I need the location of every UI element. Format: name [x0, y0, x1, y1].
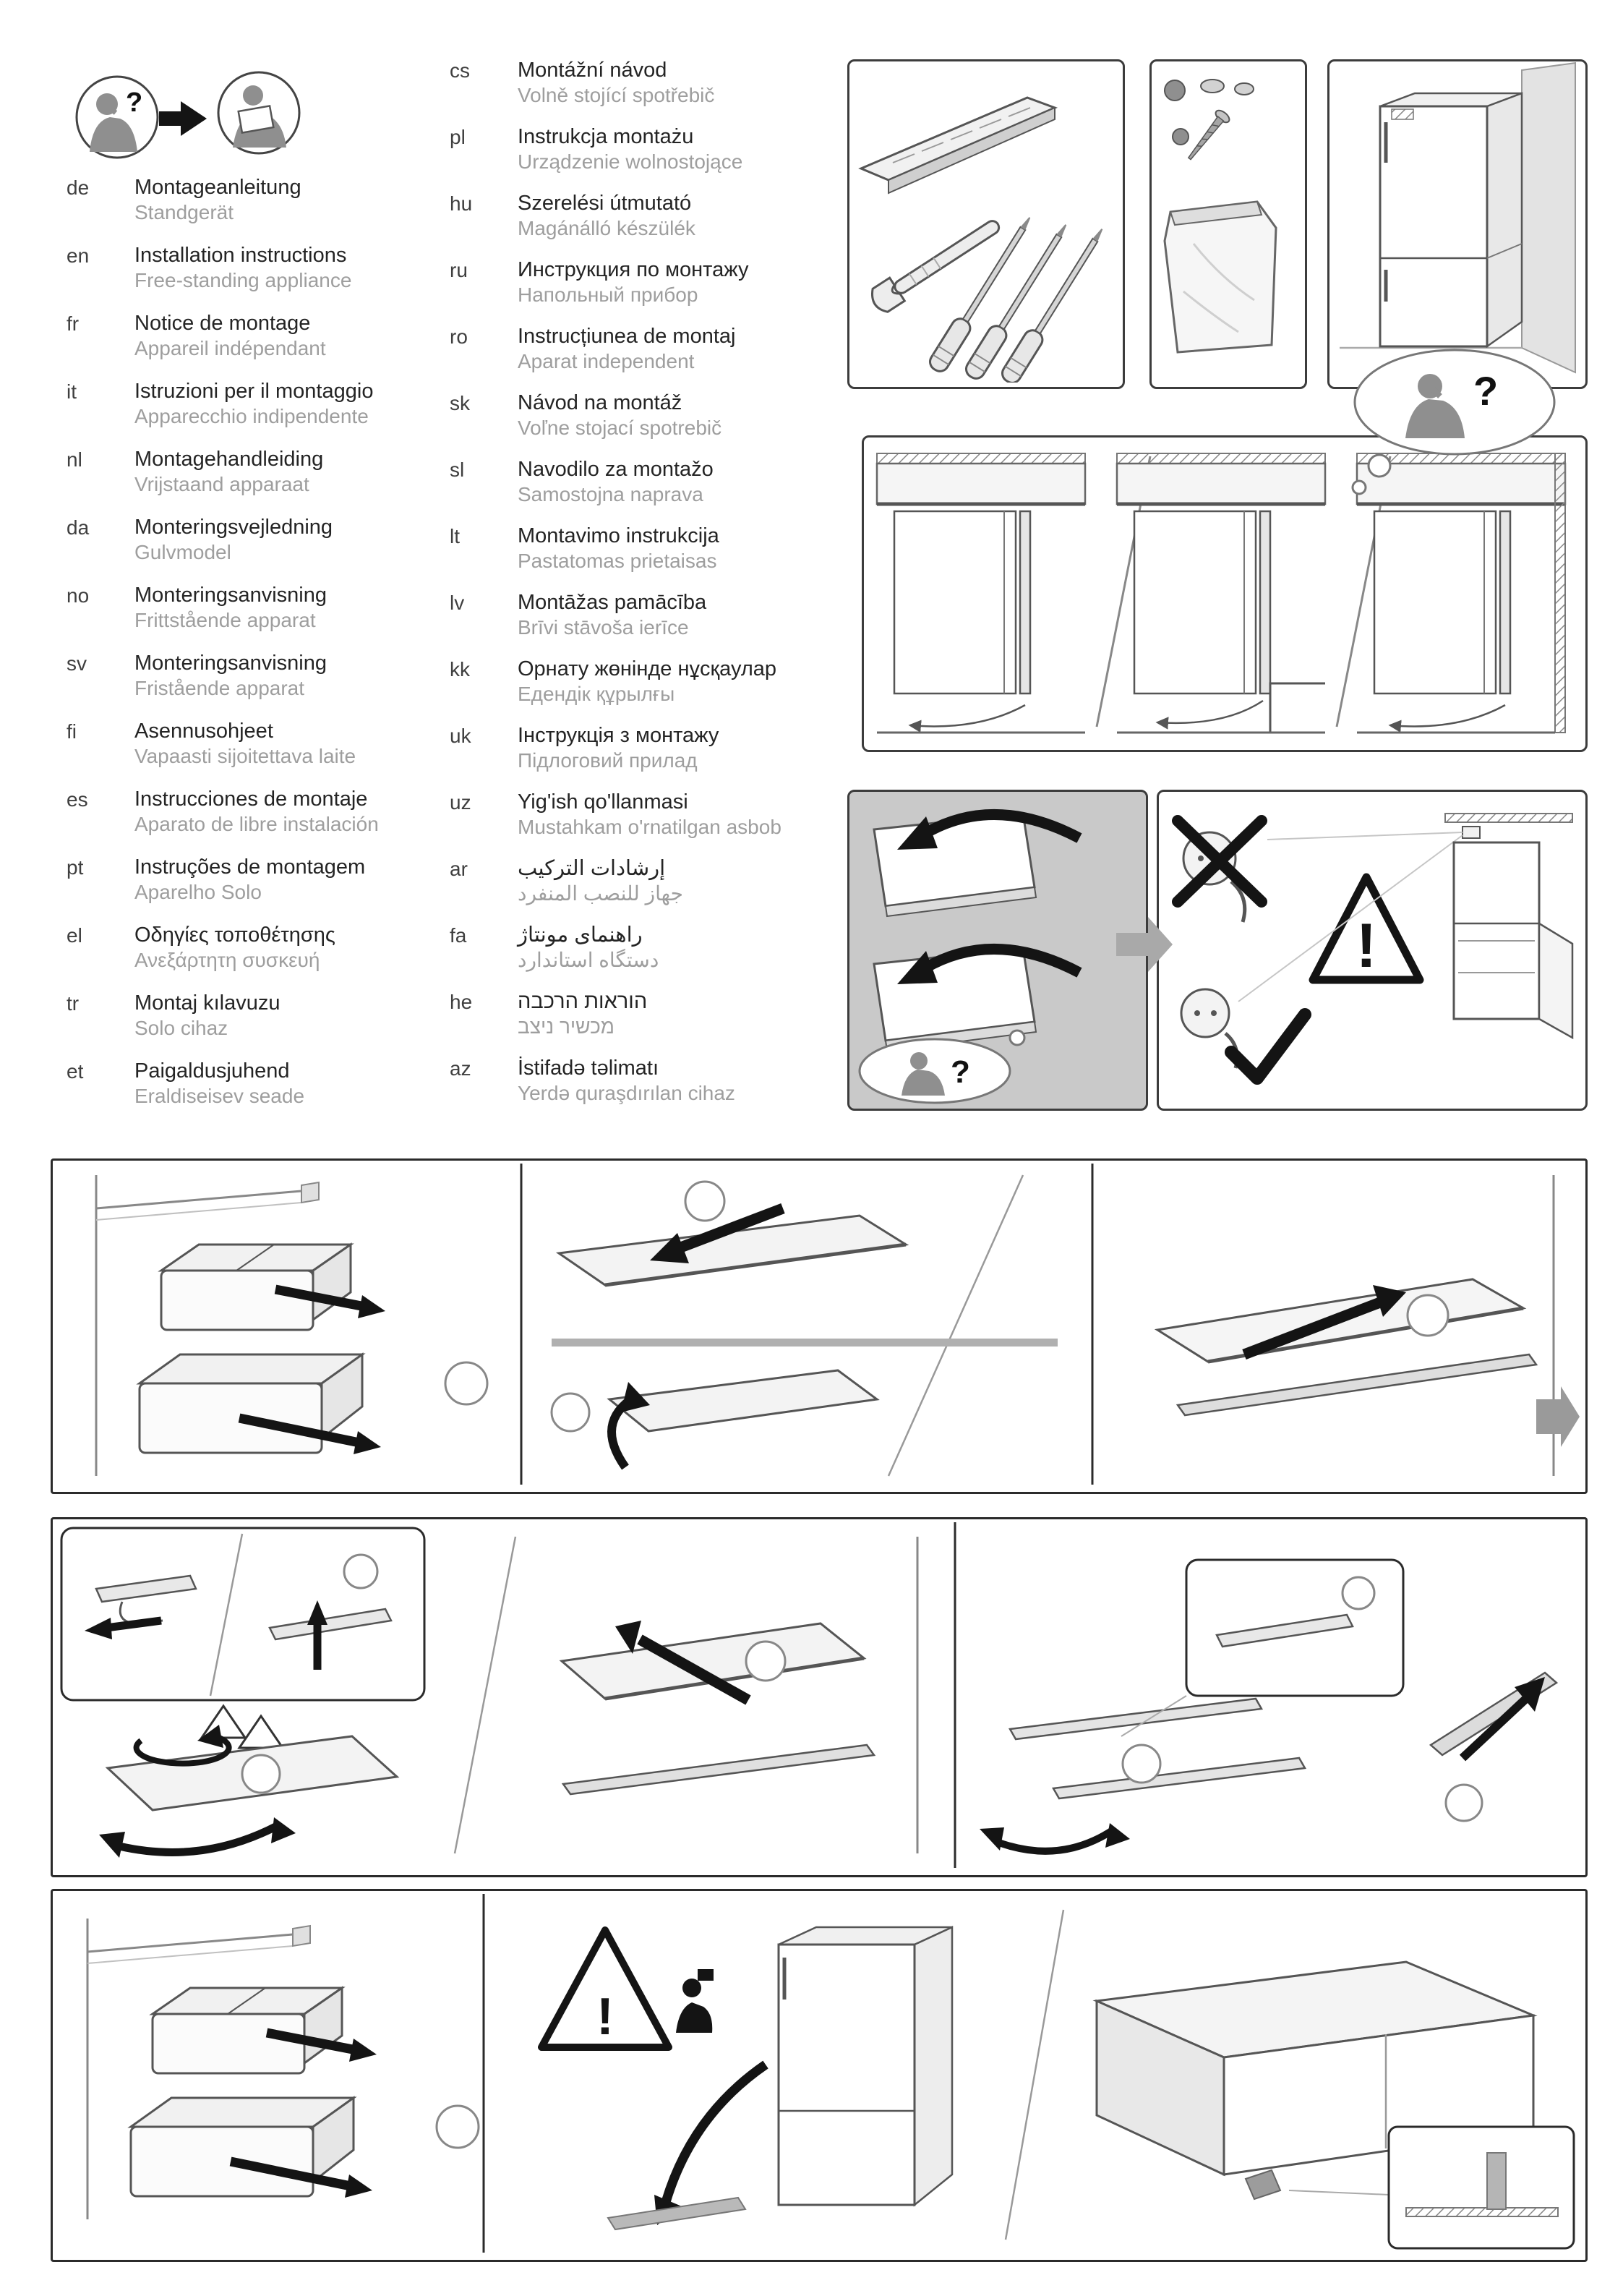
language-code: es — [67, 788, 88, 811]
language-title: Asennusohjeet — [134, 720, 273, 743]
step-panel-2 — [51, 1517, 1588, 1877]
language-subtitle: Eraldiseisev seade — [134, 1085, 305, 1107]
language-entry-nl — [67, 447, 379, 515]
language-code: sl — [450, 458, 465, 481]
language-subtitle: Appareil indépendant — [134, 337, 326, 359]
step-panel-1 — [51, 1158, 1588, 1494]
language-code: el — [67, 924, 82, 947]
language-code: it — [67, 380, 77, 403]
language-subtitle: Brīvi stāvoša ierīce — [518, 616, 689, 639]
language-entry-sk — [450, 391, 781, 457]
language-subtitle: Fristående apparat — [134, 677, 305, 699]
warning-triangle-icon — [1313, 877, 1420, 981]
tools-parts-box — [847, 59, 1125, 389]
wrench-icon — [868, 213, 1006, 315]
language-title: הוראות הרכבה — [518, 990, 648, 1013]
screw-icon — [1183, 108, 1232, 163]
language-subtitle: Напольный прибор — [518, 283, 698, 306]
rail-detail-inset — [61, 1528, 424, 1700]
language-title: Montavimo instrukcija — [518, 524, 719, 547]
check-mark — [1231, 1015, 1305, 1078]
language-code: kk — [450, 658, 470, 680]
language-entry-pt — [67, 855, 379, 923]
language-entry-lt — [450, 524, 781, 590]
language-subtitle: Mustahkam o'rnatilgan asbob — [518, 816, 781, 838]
language-entry-et — [67, 1059, 379, 1127]
language-code: hu — [450, 192, 473, 215]
language-subtitle: Urządzenie wolnostojące — [518, 150, 743, 173]
shelf-pullout-step — [1157, 1175, 1580, 1476]
rail-remove-step — [980, 1560, 1556, 1851]
exclamation-mark: ! — [596, 1988, 614, 2046]
shelf-bar-icon — [552, 1339, 1058, 1347]
hardware-diagram — [1152, 61, 1301, 383]
thought-cloud — [860, 1030, 1024, 1103]
language-title: Návod na montáž — [518, 391, 682, 414]
language-title: Navodilo za montažo — [518, 458, 714, 481]
language-entry-de — [67, 175, 379, 243]
language-entry-fi — [67, 719, 379, 787]
language-entry-sl — [450, 457, 781, 524]
shelf-remove-step — [552, 1175, 1058, 1476]
language-subtitle: Solo cihaz — [134, 1017, 228, 1039]
rail-on-floor-icon — [608, 2198, 745, 2229]
pointer-triangle-icon — [239, 1716, 283, 1748]
callout-circle — [1123, 1745, 1160, 1783]
language-entry-lv — [450, 590, 781, 657]
language-code: lv — [450, 592, 465, 614]
language-code: sk — [450, 392, 470, 414]
language-code: no — [67, 584, 90, 607]
language-title: راهنمای مونتاژ — [518, 923, 643, 947]
wooden-rail-icon — [861, 98, 1055, 193]
language-subtitle: מכשיר ניצב — [518, 1015, 614, 1038]
language-entry-en — [67, 243, 379, 311]
language-subtitle: Підлоговий прилад — [518, 749, 698, 772]
callout-circle — [242, 1755, 280, 1793]
panel-1-diagram — [53, 1161, 1581, 1488]
lay-down-arrow — [666, 2065, 766, 2202]
language-title: Montážní návod — [518, 59, 667, 82]
language-title: Instrucciones de montaje — [134, 788, 368, 811]
language-entry-fr — [67, 311, 379, 379]
language-title: Montagehandleiding — [134, 448, 324, 471]
language-code: de — [67, 176, 90, 199]
language-title: Yig'ish qo'llanmasi — [518, 790, 688, 814]
language-entry-ar — [450, 856, 781, 923]
callout-circle — [1408, 1295, 1448, 1336]
next-step-arrow-icon — [1116, 914, 1173, 975]
language-subtitle: Aparat independent — [518, 350, 695, 372]
language-subtitle: Frittstående apparat — [134, 609, 316, 631]
language-entry-no — [67, 583, 379, 651]
callout-circle — [552, 1394, 589, 1431]
language-code: da — [67, 516, 90, 539]
language-code: ru — [450, 259, 468, 281]
placement-thought-cloud — [1337, 341, 1562, 504]
language-code: az — [450, 1057, 471, 1080]
language-subtitle: Aparato de libre instalación — [134, 813, 379, 835]
callout-circle — [685, 1182, 724, 1221]
language-code: lt — [450, 525, 460, 547]
language-title: Інструкція з монтажу — [518, 724, 719, 747]
language-entry-it — [67, 379, 379, 447]
language-title: Montāžas pamācība — [518, 591, 707, 614]
language-entry-uk — [450, 723, 781, 790]
language-code: ro — [450, 325, 468, 348]
language-title: Paigaldusjuhend — [134, 1059, 290, 1083]
language-code: uz — [450, 791, 471, 814]
language-title: Szerelési útmutató — [518, 192, 692, 215]
support-block-icon — [1246, 2170, 1280, 2199]
language-code: pl — [450, 126, 466, 148]
tools-diagram — [849, 61, 1118, 383]
language-title: Οδηγίες τοποθέτησης — [134, 923, 335, 947]
weight-warning-icon — [541, 1930, 714, 2047]
bag-icon — [1165, 202, 1276, 352]
language-title: Instruções de montagem — [134, 855, 366, 879]
language-title: Notice de montage — [134, 312, 311, 335]
panel-3-diagram — [53, 1891, 1581, 2256]
language-code: en — [67, 244, 90, 267]
language-entry-cs — [450, 58, 781, 124]
language-list-column-2 — [450, 58, 781, 1122]
clearance-scenario — [1117, 453, 1325, 733]
language-title: Montaj kılavuzu — [134, 991, 281, 1015]
language-subtitle: Samostojna naprava — [518, 483, 703, 505]
language-entry-kk — [450, 657, 781, 723]
language-subtitle: Vrijstaand apparaat — [134, 473, 309, 495]
language-title: Instrucțiunea de montaj — [518, 325, 736, 348]
mounting-hardware-box — [1149, 59, 1307, 389]
language-subtitle: Pastatomas prietaisas — [518, 550, 717, 572]
language-subtitle: Gulvmodel — [134, 541, 231, 563]
language-subtitle: Yerdə quraşdırılan cihaz — [518, 1082, 735, 1104]
question-mark: ? — [1473, 368, 1499, 414]
header-pictogram — [72, 67, 311, 172]
step-panel-3 — [51, 1889, 1588, 2262]
language-code: uk — [450, 725, 471, 747]
language-title: Instrukcja montażu — [518, 125, 694, 148]
language-entry-da — [67, 515, 379, 583]
language-code: cs — [450, 59, 470, 82]
language-subtitle: Volně stojící spotřebič — [518, 84, 715, 106]
panel-2-diagram — [53, 1519, 1581, 1871]
language-entry-pl — [450, 124, 781, 191]
door-reversal-box — [847, 790, 1148, 1111]
language-code: fi — [67, 720, 77, 743]
language-code: nl — [67, 448, 82, 471]
language-title: Инструкция по монтажу — [518, 258, 749, 281]
language-entry-he — [450, 989, 781, 1056]
placement-corner-box — [1327, 59, 1588, 389]
clearance-scenario — [877, 453, 1085, 733]
language-subtitle: جهاز للنصب المنفرد — [518, 882, 683, 905]
callout-circle — [1446, 1785, 1482, 1821]
language-subtitle: Vapaasti sijoitettava laite — [134, 745, 356, 767]
continue-arrow-icon — [1536, 1386, 1580, 1447]
language-code: he — [450, 991, 473, 1013]
language-entry-ru — [450, 257, 781, 324]
language-code: ar — [450, 858, 468, 880]
language-title: Орнату жөнінде нұсқаулар — [518, 657, 777, 680]
exclamation-mark: ! — [1356, 911, 1377, 981]
language-title: إرشادات التركيب — [518, 857, 666, 880]
language-entry-ro — [450, 324, 781, 391]
language-subtitle: Magánálló készülék — [518, 217, 695, 239]
language-subtitle: Ανεξάρτητη συσκευή — [134, 949, 320, 971]
arrow-right-icon — [159, 101, 207, 136]
language-code: fa — [450, 924, 467, 947]
power-connection-diagram — [1159, 792, 1581, 1104]
language-entry-fa — [450, 923, 781, 989]
power-connection-box — [1157, 790, 1588, 1111]
language-title: Monteringsvejledning — [134, 516, 333, 539]
language-subtitle: دستگاه استاندارد — [518, 949, 659, 971]
language-title: Istruzioni per il montaggio — [134, 380, 374, 403]
language-code: tr — [67, 992, 80, 1015]
door-panel — [874, 814, 1036, 916]
door-reversal-diagram — [849, 792, 1142, 1104]
language-entry-es — [67, 787, 379, 855]
language-code: et — [67, 1060, 84, 1083]
language-subtitle: Apparecchio indipendente — [134, 405, 369, 427]
language-subtitle: Aparelho Solo — [134, 881, 262, 903]
language-code: fr — [67, 312, 80, 335]
language-subtitle: Voľne stojací spotrebič — [518, 417, 722, 439]
language-title: Montageanleitung — [134, 176, 301, 199]
callout-circle — [1342, 1577, 1374, 1609]
callout-circle — [344, 1555, 377, 1588]
language-code: pt — [67, 856, 84, 879]
language-entry-uz — [450, 790, 781, 856]
language-list-column-1 — [67, 175, 379, 1127]
language-title: İstifadə təlimatı — [518, 1057, 659, 1080]
language-code: sv — [67, 652, 87, 675]
language-entry-az — [450, 1056, 781, 1122]
language-subtitle: Free-standing appliance — [134, 269, 352, 291]
language-entry-hu — [450, 191, 781, 257]
language-title: Installation instructions — [134, 244, 347, 267]
language-subtitle: Едендік құрылғы — [518, 683, 675, 705]
callout-circle — [746, 1642, 785, 1681]
language-entry-el — [67, 923, 379, 991]
fridge-upright-icon — [779, 1927, 952, 2205]
question-mark: ? — [126, 88, 143, 118]
language-title: Monteringsanvisning — [134, 652, 327, 675]
shelf-lift-step — [562, 1537, 917, 1853]
fridge-open-icon — [1238, 814, 1572, 1038]
language-entry-tr — [67, 991, 379, 1059]
language-subtitle: Standgerät — [134, 201, 234, 223]
corner-placement-diagram — [1329, 61, 1581, 383]
fridge-icon — [1380, 93, 1522, 346]
language-entry-sv — [67, 651, 379, 719]
question-mark: ? — [951, 1054, 970, 1090]
language-title: Monteringsanvisning — [134, 584, 327, 607]
